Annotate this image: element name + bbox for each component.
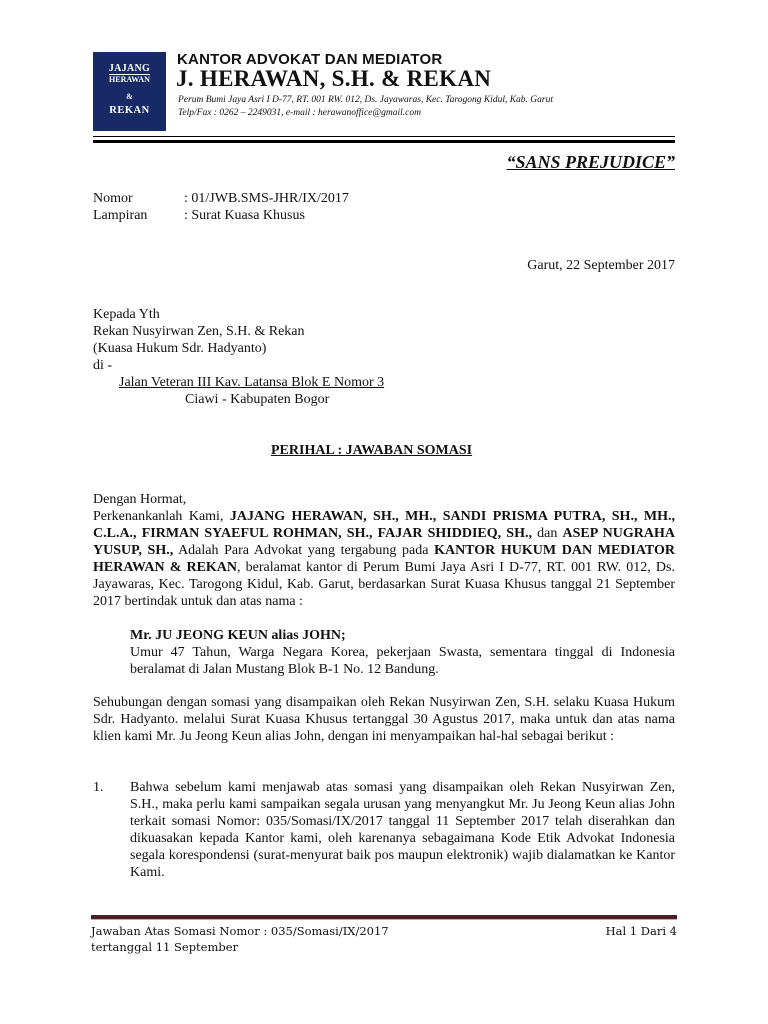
logo-line-herawan: HERAWAN (109, 75, 150, 84)
footer-rule (91, 915, 677, 920)
intro-text-2: dan (531, 526, 563, 541)
lampiran-value: : Surat Kuasa Khusus (184, 208, 305, 223)
list-item-number: 1. (93, 780, 104, 795)
greeting: Dengan Hormat, (93, 492, 187, 507)
intro-text-3: Adalah Para Advokat yang tergabung pada (173, 543, 435, 558)
footer-reference-line-2: tertanggal 11 September (91, 940, 239, 954)
law-office-name: KANTOR HUKUM DAN MEDIATOR HERAWAN & REKAN (93, 543, 675, 575)
nomor-label: Nomor (93, 191, 133, 206)
header-rule-thin (93, 136, 675, 137)
firm-address: Perum Bumi Jaya Asri I D-77, RT. 001 RW. 012, Ds. Jayawaras, Kec. Tarogong Kidul, Kab. Garut (178, 95, 553, 105)
sans-prejudice-marking: “SANS PREJUDICE” (506, 152, 675, 172)
client-description: Umur 47 Tahun, Warga Negara Korea, pekerjaan Swasta, sementara tinggal di Indonesia beralamat di Jalan Mustang Blok B-1 No. 12 Bandung. (130, 645, 675, 677)
list-item (93, 779, 675, 881)
list-item-text: Bahwa sebelum kami menjawab atas somasi yang disampaikan oleh Rekan Nusyirwan Zen, S.H., maka perlu kami sampaikan segala urusan yang menyangkut Mr. Ju Jeong Keun alias John terkait somasi Nomor: 035/Somasi/IX/2017 tanggal 11 September 2017 telah diserahkan dan dikuasakan kepada Kantor kami, oleh karenanya sebagaimana Kode Etik Advokat Indonesia segala korespondensi (surat-menyurat baik pos maupun elektronik) wajib dialamatkan ke Kantor Kami. (130, 780, 675, 880)
client-block (130, 627, 675, 678)
recipient-line-4: di - (93, 358, 113, 373)
letter-date: Garut, 22 September 2017 (527, 258, 675, 273)
recipient-line-2: Rekan Nusyirwan Zen, S.H. & Rekan (93, 324, 305, 339)
office-type: KANTOR ADVOKAT DAN MEDIATOR (177, 51, 443, 68)
logo-line-ampersand: & (126, 92, 133, 101)
client-name: Mr. JU JEONG KEUN alias JOHN; (130, 628, 346, 643)
recipient-city: Ciawi - Kabupaten Bogor (185, 392, 330, 407)
advocate-names: JAJANG HERAWAN, SH., MH., SANDI PRISMA PUTRA, SH., MH., C.L.A., FIRMAN SYAEFUL ROHMAN, SH., FAJAR SHIDDIEQ, SH., (93, 509, 675, 541)
letter-meta (93, 190, 349, 224)
recipient-line-3: (Kuasa Hukum Sdr. Hadyanto) (93, 341, 267, 356)
lampiran-label: Lampiran (93, 208, 148, 223)
recipient-line-1: Kepada Yth (93, 307, 160, 322)
footer-reference (91, 923, 389, 955)
firm-contact: Telp/Fax : 0262 – 2249031, e-mail : herawanoffice@gmail.com (178, 108, 421, 118)
recipient-block (93, 306, 384, 408)
page-number: Hal 1 Dari 4 (605, 924, 677, 938)
logo-line-jajang: JAJANG (108, 63, 151, 74)
intro-text-4: , beralamat kantor di Perum Bumi Jaya Asri I D-77, RT. 001 RW. 012, Ds. Jayawaras, Kec. Tarogong Kidul, Kab. Garut, berdasarkan Surat Kuasa Khusus tanggal 21 September 2017 bertindak untuk dan atas nama : (93, 560, 675, 609)
recipient-street: Jalan Veteran III Kav. Latansa Blok E Nomor 3 (119, 375, 385, 390)
logo-line-rekan: REKAN (109, 105, 150, 116)
nomor-value: : 01/JWB.SMS-JHR/IX/2017 (184, 191, 349, 206)
advocate-name-last: ASEP NUGRAHA YUSUP, SH., (93, 526, 675, 558)
firm-name: J. HERAWAN, S.H. & REKAN (176, 66, 492, 91)
opening-paragraph (93, 491, 675, 610)
footer-reference-line-1: Jawaban Atas Somasi Nomor : 035/Somasi/IX/2017 (91, 924, 389, 938)
context-paragraph: Sehubungan dengan somasi yang disampaikan oleh Rekan Nusyirwan Zen, S.H. selaku Kuasa Hukum Sdr. Hadyanto. melalui Surat Kuasa Khusus tertanggal 30 Agustus 2017, maka untuk dan atas nama klien kami Mr. Ju Jeong Keun alias John, dengan ini menyampaikan hal-hal sebagai berikut : (93, 695, 675, 744)
firm-logo (93, 52, 166, 131)
subject-heading: PERIHAL : JAWABAN SOMASI (271, 443, 473, 458)
header-rule-thick (93, 140, 675, 143)
meta-row-lampiran (93, 207, 349, 224)
intro-text-1: Perkenankanlah Kami, (93, 509, 230, 524)
meta-row-nomor (93, 190, 349, 207)
introduction-text (93, 508, 675, 610)
